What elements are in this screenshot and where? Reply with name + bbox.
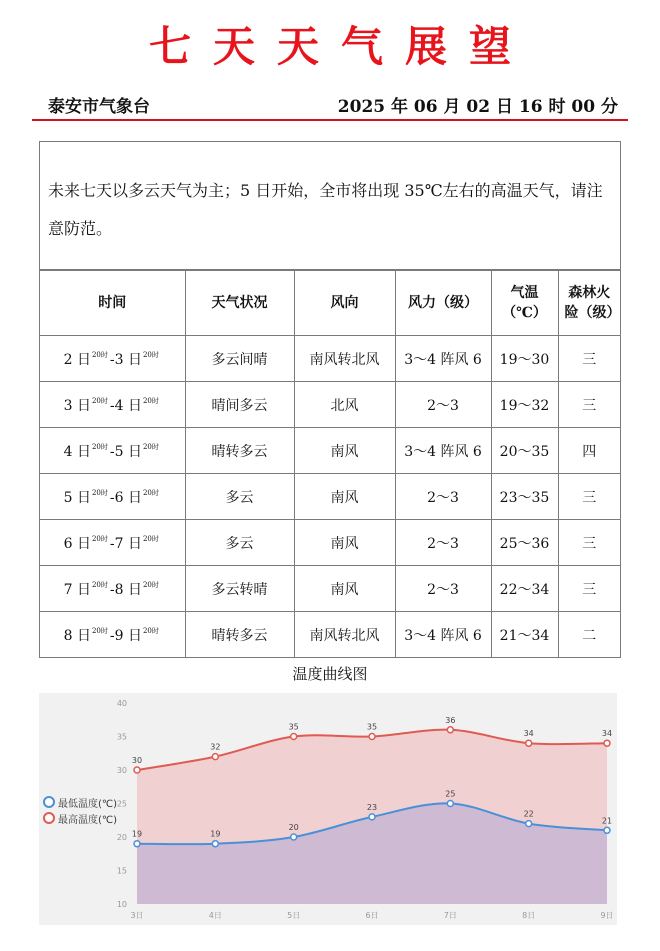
data-point	[369, 814, 375, 820]
cell-wind-direction: 南风	[294, 428, 395, 474]
y-tick-label: 10	[116, 900, 127, 909]
x-tick-label: 7日	[443, 911, 457, 920]
data-label: 25	[445, 789, 456, 799]
time-end: -8 日	[109, 581, 142, 598]
time-start-hour: 20时	[91, 580, 108, 589]
legend-high-label: 最高温度(℃)	[58, 814, 118, 826]
y-tick-label: 35	[116, 732, 127, 742]
data-label: 22	[523, 809, 534, 819]
y-tick-label: 30	[116, 766, 127, 775]
cell-fire-risk: 三	[558, 520, 620, 566]
legend-low-label: 最低温度(℃)	[58, 798, 118, 810]
data-label: 21	[601, 816, 613, 826]
time-start-hour: 20时	[91, 534, 108, 543]
time-start: 7 日	[63, 581, 91, 598]
cell-wind-force: 2～3	[395, 566, 491, 612]
y-tick-label: 15	[116, 866, 127, 876]
cell-wind-force: 3～4 阵风 6	[395, 612, 491, 658]
cell-weather: 多云	[185, 520, 294, 566]
cell-wind-direction: 南风	[294, 474, 395, 520]
data-label: 19	[131, 829, 143, 839]
data-label: 35	[366, 722, 378, 732]
forecast-summary: 未来七天以多云天气为主；5 日开始，全市将出现 35℃左右的高温天气，请注意防范。	[40, 142, 620, 270]
cell-fire-risk: 三	[558, 336, 620, 382]
time-start: 5 日	[63, 489, 91, 506]
column-header-time: 时间	[40, 271, 185, 336]
table-header-row	[40, 271, 620, 336]
time-end: -7 日	[109, 535, 142, 552]
table-row	[40, 428, 620, 474]
issuing-organization: 泰安市气象台	[48, 97, 150, 117]
cell-wind-direction: 南风	[294, 520, 395, 566]
column-header-wind-force: 风力（级）	[395, 271, 491, 336]
time-end: -3 日	[109, 351, 142, 368]
cell-wind-force: 3～4 阵风 6	[395, 428, 491, 474]
time-end: -5 日	[109, 443, 142, 460]
cell-wind-force: 3～4 阵风 6	[395, 336, 491, 382]
table-row	[40, 520, 620, 566]
data-point	[447, 727, 453, 733]
data-point	[447, 801, 453, 807]
data-label: 35	[288, 722, 299, 732]
legend-low-marker	[43, 796, 55, 808]
x-tick-label: 4日	[208, 911, 222, 920]
cell-temperature: 23～35	[491, 474, 558, 520]
time-start: 8 日	[63, 627, 91, 644]
forecast-table	[40, 270, 620, 657]
data-label: 30	[131, 756, 143, 765]
cell-fire-risk: 三	[558, 566, 620, 612]
cell-weather: 晴间多云	[185, 382, 294, 428]
temperature-chart-svg	[39, 693, 617, 925]
time-start-hour: 20时	[91, 350, 108, 359]
y-tick-label: 20	[116, 833, 127, 842]
table-row	[40, 336, 620, 382]
time-start: 6 日	[63, 535, 91, 552]
time-end-hour: 20时	[142, 534, 159, 543]
data-label: 34	[601, 729, 613, 739]
data-point	[212, 754, 218, 760]
time-start-hour: 20时	[91, 442, 108, 451]
data-point	[604, 827, 610, 833]
legend-item-low[interactable]	[43, 794, 117, 810]
data-point	[291, 734, 297, 740]
cell-time	[40, 474, 185, 520]
data-point	[369, 734, 375, 740]
cell-fire-risk: 三	[558, 382, 620, 428]
time-start-hour: 20时	[91, 488, 108, 497]
cell-temperature: 22～34	[491, 566, 558, 612]
cell-time	[40, 520, 185, 566]
time-end-hour: 20时	[142, 442, 159, 451]
x-tick-label: 5日	[287, 911, 301, 920]
cell-time	[40, 612, 185, 658]
data-point	[526, 740, 532, 746]
cell-temperature: 21～34	[491, 612, 558, 658]
data-label: 19	[210, 829, 221, 839]
cell-wind-direction: 南风	[294, 566, 395, 612]
data-point	[291, 834, 297, 840]
cell-wind-direction: 南风转北风	[294, 336, 395, 382]
cell-fire-risk: 二	[558, 612, 620, 658]
data-label: 20	[288, 823, 299, 832]
cell-fire-risk: 四	[558, 428, 620, 474]
x-tick-label: 6日	[365, 911, 379, 920]
chart-caption: 温度曲线图	[292, 665, 368, 683]
cell-wind-force: 2～3	[395, 474, 491, 520]
time-start-hour: 20时	[91, 626, 108, 635]
time-start: 2 日	[63, 351, 91, 368]
time-start-hour: 20时	[91, 396, 108, 405]
x-tick-label: 8日	[522, 911, 536, 920]
cell-temperature: 20～35	[491, 428, 558, 474]
table-row	[40, 474, 620, 520]
time-start: 3 日	[63, 397, 91, 414]
y-tick-label: 25	[116, 799, 127, 809]
data-label: 34	[523, 729, 534, 739]
cell-weather: 多云	[185, 474, 294, 520]
cell-wind-force: 2～3	[395, 520, 491, 566]
data-point	[526, 821, 532, 827]
chart-legend	[43, 794, 117, 826]
issue-datetime: 2025 年 06 月 02 日 16 时 00 分	[337, 97, 618, 117]
data-point	[604, 740, 610, 746]
data-point	[134, 841, 140, 847]
time-end: -6 日	[109, 489, 142, 506]
x-tick-label: 9日	[600, 911, 614, 920]
data-point	[212, 841, 218, 847]
time-end-hour: 20时	[142, 488, 159, 497]
time-start: 4 日	[63, 443, 91, 460]
column-header-temperature: 气温（℃）	[491, 271, 558, 336]
cell-temperature: 19～32	[491, 382, 558, 428]
table-row	[40, 566, 620, 612]
legend-item-high[interactable]	[43, 810, 117, 826]
page-title: 七天天气展望	[148, 22, 533, 71]
time-end: -4 日	[109, 397, 142, 414]
cell-wind-force: 2～3	[395, 382, 491, 428]
cell-weather: 晴转多云	[185, 428, 294, 474]
data-label: 23	[366, 802, 378, 812]
temperature-chart	[39, 693, 617, 925]
data-label: 36	[445, 715, 456, 725]
column-header-weather: 天气状况	[185, 271, 294, 336]
cell-weather: 晴转多云	[185, 612, 294, 658]
table-row	[40, 612, 620, 658]
time-end: -9 日	[109, 627, 142, 644]
data-point	[134, 767, 140, 773]
time-end-hour: 20时	[142, 396, 159, 405]
time-end-hour: 20时	[142, 580, 159, 589]
data-label: 32	[210, 742, 221, 752]
column-header-fire-risk: 森林火险（级）	[558, 271, 620, 336]
cell-time	[40, 336, 185, 382]
table-row	[40, 382, 620, 428]
cell-weather: 多云间晴	[185, 336, 294, 382]
legend-high-marker	[43, 812, 55, 824]
y-tick-label: 40	[116, 699, 127, 708]
cell-time	[40, 566, 185, 612]
header-divider	[32, 119, 628, 121]
cell-wind-direction: 南风转北风	[294, 612, 395, 658]
column-header-wind-direction: 风向	[294, 271, 395, 336]
cell-weather: 多云转晴	[185, 566, 294, 612]
cell-time	[40, 382, 185, 428]
time-end-hour: 20时	[142, 350, 159, 359]
cell-wind-direction: 北风	[294, 382, 395, 428]
cell-time	[40, 428, 185, 474]
cell-fire-risk: 三	[558, 474, 620, 520]
time-end-hour: 20时	[142, 626, 159, 635]
cell-temperature: 25～36	[491, 520, 558, 566]
cell-temperature: 19～30	[491, 336, 558, 382]
x-tick-label: 3日	[130, 911, 144, 920]
forecast-frame	[39, 141, 621, 658]
